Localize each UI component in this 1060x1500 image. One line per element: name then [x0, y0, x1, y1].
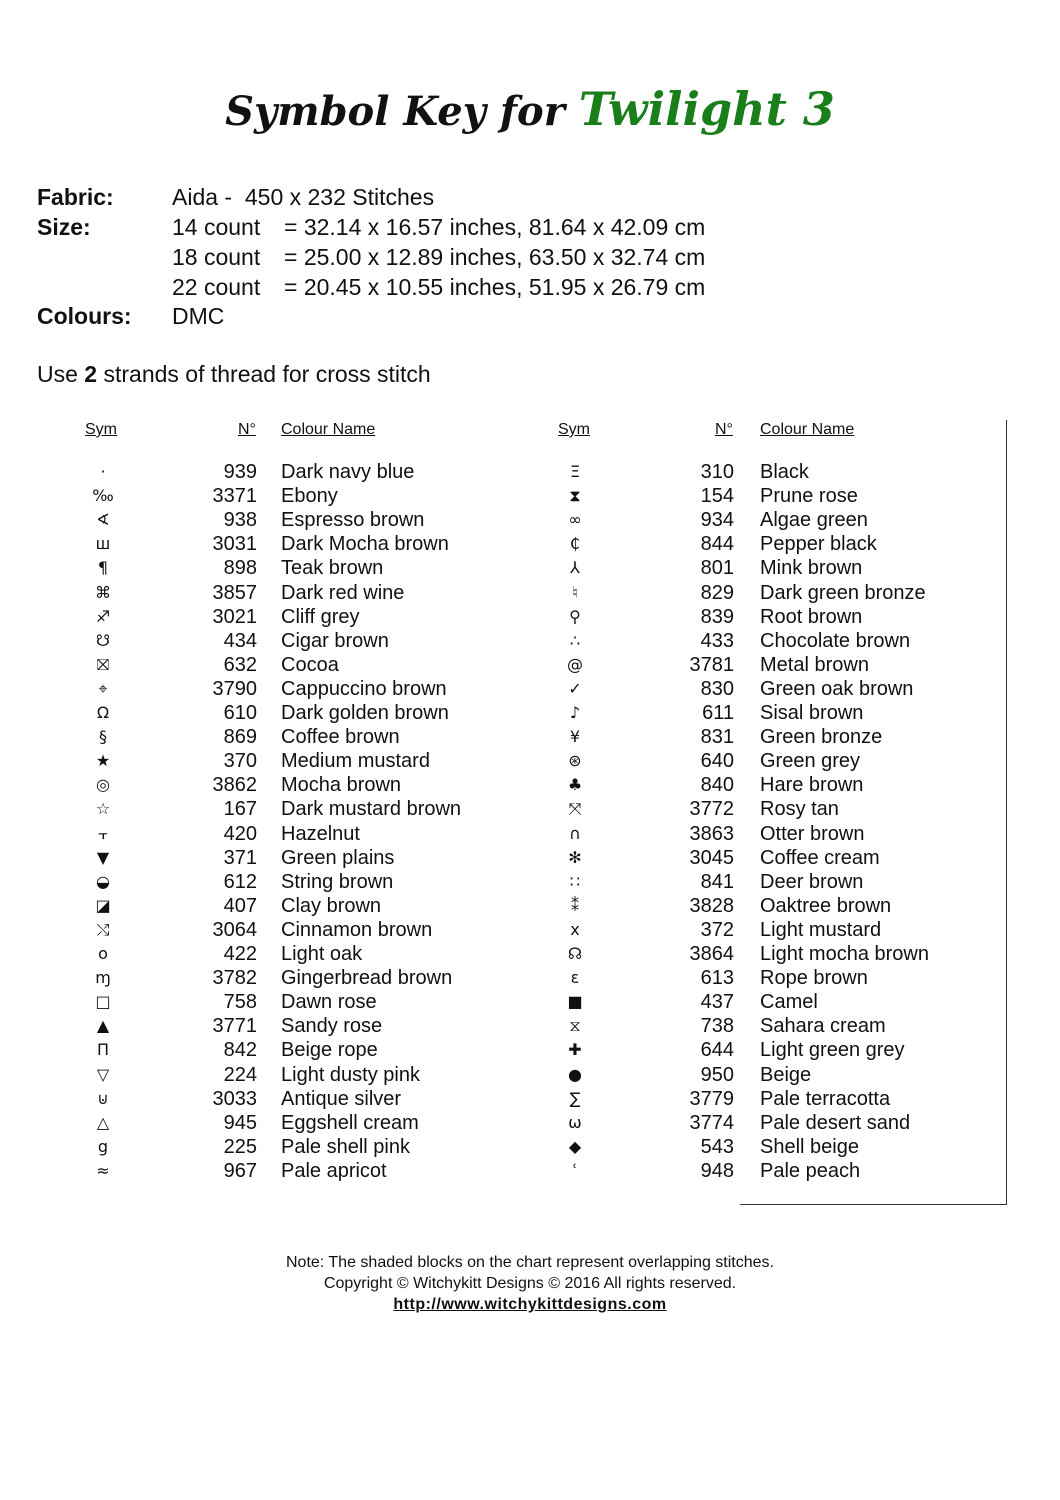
symbol-glyph: ♣ [567, 775, 583, 795]
dmc-number: 3021 [212, 605, 257, 628]
colour-name: Dark golden brown [281, 702, 449, 724]
dmc-number: 840 [700, 774, 734, 797]
symbol-glyph: ☆ [95, 799, 111, 819]
symbol-glyph: · [100, 462, 106, 481]
colour-name: Metal brown [760, 653, 869, 676]
colour-name: Cliff grey [281, 605, 360, 628]
dmc-number: 830 [700, 677, 734, 700]
symbol-glyph: ε [570, 968, 580, 988]
symbol-glyph: ⚲ [569, 606, 581, 626]
dmc-number: 738 [700, 1015, 734, 1038]
dmc-number: 839 [700, 605, 734, 628]
symbol-glyph: ∑ [569, 1088, 581, 1108]
colour-name: Beige [760, 1063, 812, 1086]
colour-name: Otter brown [760, 822, 865, 845]
symbol-glyph: ▲ [96, 1016, 110, 1036]
size-dims: = 25.00 x 12.89 inches, 63.50 x 32.74 cm [284, 244, 706, 270]
colour-name: Ebony [281, 485, 338, 508]
fabric-value: Aida - 450 x 232 Stitches [172, 184, 435, 210]
table-border-right [1006, 420, 1007, 1205]
symbol-glyph: ▽ [96, 1064, 110, 1084]
colour-name: Medium mustard [281, 750, 430, 773]
page-title [0, 82, 1060, 136]
dmc-number: 3863 [689, 822, 734, 845]
dmc-number: 154 [700, 485, 734, 508]
dmc-number: 613 [700, 967, 734, 990]
symbol-glyph: x [570, 919, 580, 939]
dmc-number: 758 [223, 991, 257, 1014]
colour-name: Beige rope [281, 1039, 378, 1062]
dmc-number: 938 [223, 509, 257, 532]
colour-name: Dark mustard brown [281, 798, 462, 821]
dmc-number: 167 [223, 798, 257, 821]
header-number: N° [715, 421, 733, 438]
symbol-glyph: ◎ [96, 775, 110, 795]
dmc-number: 370 [223, 750, 257, 773]
dmc-number: 437 [700, 991, 734, 1014]
colour-name: Eggshell cream [281, 1111, 419, 1134]
symbol-glyph: ⫟ [98, 823, 108, 843]
fabric-label: Fabric: [37, 184, 114, 210]
colour-name: Dark green bronze [760, 581, 926, 604]
symbol-glyph: ∢ [96, 510, 110, 530]
colour-name: Deer brown [760, 870, 864, 893]
symbol-glyph: ◪ [95, 895, 111, 915]
colour-name: Light mustard [760, 918, 882, 941]
colour-name: Black [760, 461, 809, 483]
symbol-glyph: ⌘ [95, 582, 111, 602]
dmc-number: 3774 [689, 1111, 734, 1134]
dmc-number: 372 [700, 918, 734, 941]
colour-name: Light oak [281, 943, 363, 965]
colour-name: Mink brown [760, 557, 863, 580]
colour-name: Root brown [760, 605, 863, 628]
symbol-glyph: ⤭ [96, 919, 110, 939]
colour-name: Clay brown [281, 894, 382, 917]
symbol-glyph: ∞ [568, 510, 582, 530]
dmc-number: 831 [700, 726, 734, 749]
colours-value: DMC [172, 303, 225, 329]
symbol-glyph: ⊛ [568, 751, 582, 771]
colour-name: Pepper black [760, 533, 877, 556]
strands-post: strands of thread for cross stitch [97, 361, 431, 387]
symbol-glyph: ☊ [567, 944, 583, 963]
colours-label: Colours: [37, 303, 132, 329]
dmc-number: 3862 [212, 774, 257, 797]
colour-name: Dawn rose [281, 991, 377, 1014]
size-count: 14 count [172, 214, 261, 240]
symbol-glyph: ⤧ [568, 799, 582, 819]
dmc-number: 640 [700, 750, 734, 773]
dmc-number: 939 [223, 461, 257, 483]
symbol-glyph: ♮ [572, 582, 578, 602]
dmc-number: 3772 [689, 798, 734, 821]
symbol-glyph: ▼ [96, 847, 110, 867]
colour-name: Light dusty pink [281, 1063, 420, 1086]
dmc-number: 610 [223, 702, 257, 724]
dmc-number: 420 [223, 822, 257, 845]
symbol-glyph: ɱ [95, 968, 111, 988]
colour-name: Pale desert sand [760, 1111, 911, 1134]
dmc-number: 3045 [689, 846, 734, 869]
symbol-glyph: ◒ [96, 871, 110, 891]
symbol-glyph: ⧖ [569, 1016, 581, 1036]
symbol-glyph: ∩ [569, 823, 581, 843]
colour-name: Cinnamon brown [281, 918, 433, 941]
size-count: 18 count [172, 244, 261, 270]
dmc-number: 3781 [689, 653, 734, 676]
dmc-number: 543 [700, 1135, 734, 1158]
colour-name: Camel [760, 991, 818, 1014]
footer-copyright: Copyright © Witchykitt Designs © 2016 All rights reserved. [323, 1275, 737, 1292]
dmc-number: 611 [702, 702, 734, 724]
colour-name: Green plains [281, 846, 395, 869]
dmc-number: 3790 [212, 677, 257, 700]
colour-name: Prune rose [760, 485, 858, 508]
colour-name: Mocha brown [281, 774, 402, 797]
title-prefix: Symbol Key for [225, 88, 565, 135]
dmc-number: 632 [223, 653, 257, 676]
colour-name: Sisal brown [760, 702, 864, 724]
dmc-number: 898 [223, 557, 257, 580]
symbol-glyph: ω [568, 1112, 582, 1132]
symbol-glyph: Ξ [569, 462, 581, 481]
colour-name: Green grey [760, 750, 861, 773]
website-link[interactable]: http://www.witchykittdesigns.com [393, 1296, 667, 1313]
symbol-glyph: ‰ [92, 486, 114, 506]
dmc-number: 3782 [212, 967, 257, 990]
symbol-glyph: ■ [567, 992, 583, 1012]
dmc-number: 3779 [689, 1087, 734, 1110]
colour-name: Cappuccino brown [281, 677, 447, 700]
colour-name: Coffee brown [281, 726, 400, 749]
dmc-number: 945 [223, 1111, 257, 1134]
colour-name: Algae green [760, 509, 868, 532]
symbol-glyph: § [99, 727, 107, 747]
dmc-number: 948 [700, 1159, 734, 1182]
dmc-number: 3857 [212, 581, 257, 604]
colour-name: Hazelnut [281, 822, 360, 845]
dmc-number: 950 [700, 1063, 734, 1086]
colour-name: Dark red wine [281, 581, 405, 604]
pattern-name: Twilight 3 [578, 82, 835, 136]
colour-name: Rosy tan [760, 798, 839, 821]
dmc-number: 3064 [212, 918, 257, 941]
colour-name: Dark Mocha brown [281, 533, 449, 556]
colour-name: Gingerbread brown [281, 967, 453, 990]
colour-name: String brown [281, 870, 394, 893]
symbol-glyph: ✚ [568, 1040, 582, 1060]
dmc-number: 844 [700, 533, 734, 556]
dmc-number: 225 [223, 1135, 257, 1158]
symbol-glyph: ♪ [569, 703, 581, 722]
symbol-glyph: ʿ [572, 1160, 578, 1180]
strands-count: 2 [84, 361, 98, 387]
symbol-glyph: ⁑ [571, 895, 579, 915]
symbol-glyph: ⛝ [96, 654, 110, 674]
symbol-glyph: ✓ [568, 678, 582, 698]
header-sym: Sym [558, 421, 590, 438]
symbol-glyph: ≈ [96, 1160, 110, 1180]
colour-name: Green oak brown [760, 677, 914, 700]
colour-name: Antique silver [281, 1087, 402, 1110]
colour-name: Rope brown [760, 967, 868, 990]
symbol-glyph: ⊍ [97, 1088, 109, 1108]
header-sym: Sym [85, 421, 117, 438]
footer-note: Note: The shaded blocks on the chart represent overlapping stitches. [286, 1254, 774, 1271]
symbol-glyph: ¥ [569, 727, 581, 747]
symbol-glyph: ★ [95, 751, 111, 771]
symbol-glyph: Ω [96, 703, 110, 722]
colour-name: Pale shell pink [281, 1135, 410, 1158]
colour-name: Pale apricot [281, 1159, 387, 1182]
colour-name: Pale terracotta [760, 1087, 891, 1110]
symbol-glyph: o [98, 944, 108, 963]
symbol-glyph: g [97, 1136, 109, 1156]
symbol-glyph: ∷ [569, 871, 581, 891]
colour-name: Sahara cream [760, 1015, 886, 1038]
symbol-glyph: @ [567, 654, 583, 674]
symbol-glyph: ♐ [95, 606, 111, 626]
table-border-bottom [740, 1204, 1007, 1205]
symbol-glyph: ✻ [568, 847, 582, 867]
colour-name: Cocoa [281, 653, 339, 676]
colour-name: Teak brown [281, 557, 384, 580]
dmc-number: 407 [223, 894, 257, 917]
dmc-number: 3031 [212, 533, 257, 556]
dmc-number: 224 [223, 1063, 257, 1086]
size-label: Size: [37, 214, 91, 240]
dmc-number: 310 [700, 461, 734, 483]
symbol-glyph: ₵ [569, 534, 581, 554]
colour-name: Light green grey [760, 1039, 905, 1062]
symbol-glyph: Π [96, 1040, 110, 1060]
dmc-number: 801 [700, 557, 734, 580]
colour-name: Shell beige [760, 1135, 859, 1158]
colour-name: Green bronze [760, 726, 883, 749]
size-dims: = 32.14 x 16.57 inches, 81.64 x 42.09 cm [284, 214, 706, 240]
symbol-glyph: ● [568, 1064, 582, 1084]
dmc-number: 842 [223, 1039, 257, 1062]
colour-name: Coffee cream [760, 846, 880, 869]
strands-instruction [37, 361, 431, 388]
symbol-glyph: ш [95, 534, 111, 554]
dmc-number: 3828 [689, 894, 734, 917]
dmc-number: 3771 [212, 1015, 257, 1038]
header-number: N° [238, 421, 256, 438]
strands-pre: Use [37, 361, 85, 387]
dmc-number: 612 [223, 870, 257, 893]
dmc-number: 934 [700, 509, 734, 532]
dmc-number: 422 [223, 943, 257, 965]
colour-name: Espresso brown [281, 509, 425, 532]
colour-name: Pale peach [760, 1159, 861, 1182]
colour-name: Chocolate brown [760, 629, 911, 652]
symbol-glyph: ◆ [568, 1136, 582, 1156]
dmc-number: 3864 [689, 943, 734, 965]
symbol-glyph: □ [95, 992, 111, 1012]
size-dims: = 20.45 x 10.55 inches, 51.95 x 26.79 cm [284, 274, 706, 300]
dmc-number: 841 [700, 870, 734, 893]
colour-name: Light mocha brown [760, 943, 929, 965]
dmc-number: 644 [700, 1039, 734, 1062]
colour-name: Oaktree brown [760, 894, 892, 917]
size-count: 22 count [172, 274, 261, 300]
symbol-glyph: ⧗ [569, 486, 581, 506]
dmc-number: 433 [700, 629, 734, 652]
dmc-number: 869 [223, 726, 257, 749]
dmc-number: 3371 [212, 485, 257, 508]
colour-name: Dark navy blue [281, 461, 415, 483]
symbol-glyph: ⅄ [570, 558, 580, 578]
dmc-number: 967 [223, 1159, 257, 1182]
dmc-number: 3033 [212, 1087, 257, 1110]
symbol-glyph: ☋ [95, 630, 111, 650]
header-colour-name: Colour Name [760, 421, 855, 438]
symbol-glyph: ¶ [97, 558, 109, 578]
symbol-glyph: ∴ [569, 630, 581, 650]
colour-name: Sandy rose [281, 1015, 383, 1038]
dmc-number: 434 [223, 629, 257, 652]
colour-name: Cigar brown [281, 629, 389, 652]
dmc-number: 829 [700, 581, 734, 604]
symbol-glyph: △ [96, 1112, 110, 1132]
colour-name: Hare brown [760, 774, 864, 797]
symbol-glyph: ⌖ [98, 678, 108, 698]
dmc-number: 371 [223, 846, 257, 869]
header-colour-name: Colour Name [281, 421, 376, 438]
